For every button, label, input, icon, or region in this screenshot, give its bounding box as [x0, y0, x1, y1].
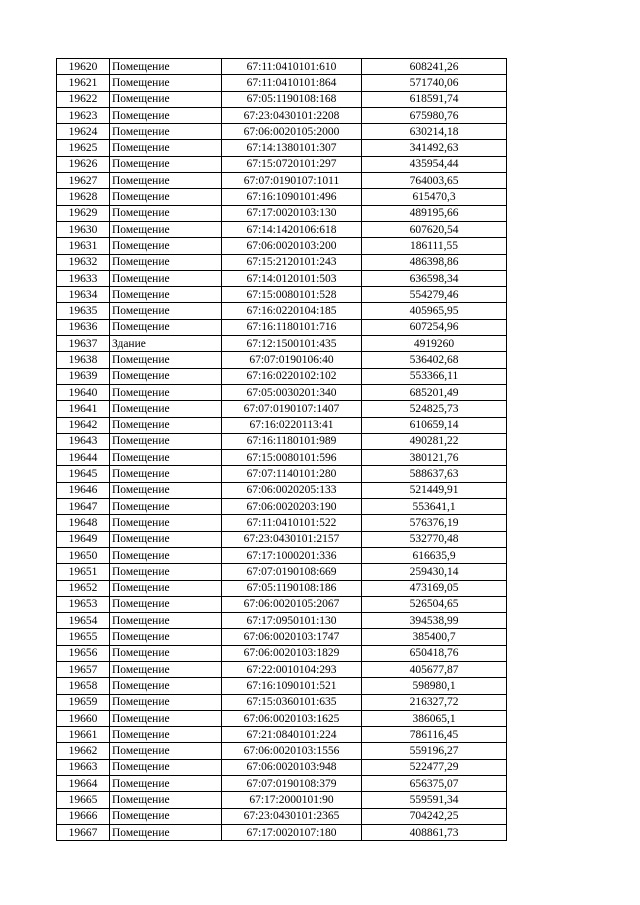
cadastral-value-cell: 610659,14: [362, 417, 507, 433]
row-number-cell: 19628: [57, 189, 110, 205]
cadastral-number-cell: 67:12:1500101:435: [222, 336, 362, 352]
object-type-cell: Помещение: [110, 466, 222, 482]
object-type-cell: Помещение: [110, 531, 222, 547]
row-number-cell: 19662: [57, 743, 110, 759]
cadastral-value-cell: 386065,1: [362, 710, 507, 726]
cadastral-value-cell: 521449,91: [362, 482, 507, 498]
cadastral-number-cell: 67:06:0020203:190: [222, 499, 362, 515]
row-number-cell: 19632: [57, 254, 110, 270]
cadastral-value-cell: 489195,66: [362, 205, 507, 221]
cadastral-value-cell: 385400,7: [362, 629, 507, 645]
row-number-cell: 19633: [57, 270, 110, 286]
cadastral-number-cell: 67:07:0190107:1407: [222, 401, 362, 417]
table-row: [57, 792, 507, 808]
table-row: [57, 107, 507, 123]
table-row: [57, 613, 507, 629]
cadastral-value-cell: 554279,46: [362, 287, 507, 303]
cadastral-value-cell: 598980,1: [362, 678, 507, 694]
object-type-cell: Помещение: [110, 596, 222, 612]
cadastral-value-cell: 607620,54: [362, 221, 507, 237]
cadastral-value-cell: 615470,3: [362, 189, 507, 205]
object-type-cell: Помещение: [110, 450, 222, 466]
row-number-cell: 19623: [57, 107, 110, 123]
object-type-cell: Помещение: [110, 124, 222, 140]
cadastral-value-cell: 559591,34: [362, 792, 507, 808]
row-number-cell: 19647: [57, 499, 110, 515]
cadastral-number-cell: 67:06:0020205:133: [222, 482, 362, 498]
cadastral-value-cell: 685201,49: [362, 384, 507, 400]
object-type-cell: Помещение: [110, 824, 222, 840]
cadastral-value-cell: 486398,86: [362, 254, 507, 270]
table-row: [57, 401, 507, 417]
table-row: [57, 482, 507, 498]
row-number-cell: 19648: [57, 515, 110, 531]
object-type-cell: Помещение: [110, 156, 222, 172]
cadastral-number-cell: 67:15:0720101:297: [222, 156, 362, 172]
cadastral-value-cell: 524825,73: [362, 401, 507, 417]
table-row: [57, 368, 507, 384]
row-number-cell: 19635: [57, 303, 110, 319]
cadastral-value-cell: 630214,18: [362, 124, 507, 140]
cadastral-number-cell: 67:06:0020105:2000: [222, 124, 362, 140]
registry-table: [56, 58, 507, 841]
row-number-cell: 19665: [57, 792, 110, 808]
object-type-cell: Помещение: [110, 776, 222, 792]
object-type-cell: Помещение: [110, 710, 222, 726]
cadastral-number-cell: 67:15:0080101:528: [222, 287, 362, 303]
cadastral-value-cell: 553641,1: [362, 499, 507, 515]
row-number-cell: 19631: [57, 238, 110, 254]
row-number-cell: 19652: [57, 580, 110, 596]
row-number-cell: 19622: [57, 91, 110, 107]
cadastral-number-cell: 67:15:0080101:596: [222, 450, 362, 466]
cadastral-number-cell: 67:23:0430101:2365: [222, 808, 362, 824]
cadastral-value-cell: 764003,65: [362, 173, 507, 189]
object-type-cell: Помещение: [110, 580, 222, 596]
table-row: [57, 238, 507, 254]
cadastral-value-cell: 636598,34: [362, 270, 507, 286]
cadastral-value-cell: 618591,74: [362, 91, 507, 107]
row-number-cell: 19646: [57, 482, 110, 498]
row-number-cell: 19651: [57, 564, 110, 580]
table-row: [57, 596, 507, 612]
cadastral-number-cell: 67:06:0020103:200: [222, 238, 362, 254]
row-number-cell: 19667: [57, 824, 110, 840]
cadastral-number-cell: 67:06:0020103:1747: [222, 629, 362, 645]
row-number-cell: 19627: [57, 173, 110, 189]
object-type-cell: Помещение: [110, 287, 222, 303]
object-type-cell: Здание: [110, 336, 222, 352]
row-number-cell: 19642: [57, 417, 110, 433]
object-type-cell: Помещение: [110, 205, 222, 221]
row-number-cell: 19653: [57, 596, 110, 612]
row-number-cell: 19649: [57, 531, 110, 547]
row-number-cell: 19621: [57, 75, 110, 91]
object-type-cell: Помещение: [110, 140, 222, 156]
table-row: [57, 59, 507, 75]
cadastral-value-cell: 473169,05: [362, 580, 507, 596]
object-type-cell: Помещение: [110, 173, 222, 189]
row-number-cell: 19666: [57, 808, 110, 824]
object-type-cell: Помещение: [110, 352, 222, 368]
row-number-cell: 19661: [57, 727, 110, 743]
object-type-cell: Помещение: [110, 694, 222, 710]
table-row: [57, 124, 507, 140]
table-row: [57, 776, 507, 792]
cadastral-number-cell: 67:14:0120101:503: [222, 270, 362, 286]
table-row: [57, 759, 507, 775]
table-row: [57, 564, 507, 580]
cadastral-number-cell: 67:06:0020103:1829: [222, 645, 362, 661]
object-type-cell: Помещение: [110, 759, 222, 775]
cadastral-value-cell: 216327,72: [362, 694, 507, 710]
table-row: [57, 205, 507, 221]
cadastral-number-cell: 67:22:0010104:293: [222, 661, 362, 677]
row-number-cell: 19640: [57, 384, 110, 400]
cadastral-number-cell: 67:23:0430101:2157: [222, 531, 362, 547]
cadastral-number-cell: 67:14:1420106:618: [222, 221, 362, 237]
cadastral-value-cell: 576376,19: [362, 515, 507, 531]
object-type-cell: Помещение: [110, 75, 222, 91]
table-row: [57, 91, 507, 107]
row-number-cell: 19625: [57, 140, 110, 156]
row-number-cell: 19663: [57, 759, 110, 775]
object-type-cell: Помещение: [110, 792, 222, 808]
table-row: [57, 352, 507, 368]
table-row: [57, 384, 507, 400]
object-type-cell: Помещение: [110, 808, 222, 824]
cadastral-number-cell: 67:15:2120101:243: [222, 254, 362, 270]
table-row: [57, 661, 507, 677]
cadastral-value-cell: 394538,99: [362, 613, 507, 629]
cadastral-number-cell: 67:17:1000201:336: [222, 547, 362, 563]
cadastral-number-cell: 67:16:0220102:102: [222, 368, 362, 384]
object-type-cell: Помещение: [110, 59, 222, 75]
row-number-cell: 19643: [57, 433, 110, 449]
cadastral-number-cell: 67:07:0190107:1011: [222, 173, 362, 189]
table-row: [57, 140, 507, 156]
row-number-cell: 19630: [57, 221, 110, 237]
cadastral-value-cell: 532770,48: [362, 531, 507, 547]
cadastral-number-cell: 67:16:1090101:521: [222, 678, 362, 694]
cadastral-value-cell: 490281,22: [362, 433, 507, 449]
cadastral-value-cell: 656375,07: [362, 776, 507, 792]
object-type-cell: Помещение: [110, 417, 222, 433]
cadastral-number-cell: 67:06:0020103:948: [222, 759, 362, 775]
table-row: [57, 450, 507, 466]
object-type-cell: Помещение: [110, 661, 222, 677]
cadastral-value-cell: 435954,44: [362, 156, 507, 172]
table-row: [57, 433, 507, 449]
cadastral-number-cell: 67:07:0190106:40: [222, 352, 362, 368]
object-type-cell: Помещение: [110, 270, 222, 286]
row-number-cell: 19654: [57, 613, 110, 629]
cadastral-number-cell: 67:17:0950101:130: [222, 613, 362, 629]
cadastral-value-cell: 650418,76: [362, 645, 507, 661]
table-row: [57, 580, 507, 596]
object-type-cell: Помещение: [110, 384, 222, 400]
table-row: [57, 336, 507, 352]
cadastral-value-cell: 536402,68: [362, 352, 507, 368]
cadastral-number-cell: 67:07:1140101:280: [222, 466, 362, 482]
object-type-cell: Помещение: [110, 678, 222, 694]
table-row: [57, 270, 507, 286]
object-type-cell: Помещение: [110, 645, 222, 661]
table-row: [57, 221, 507, 237]
cadastral-number-cell: 67:17:0020103:130: [222, 205, 362, 221]
object-type-cell: Помещение: [110, 727, 222, 743]
row-number-cell: 19664: [57, 776, 110, 792]
row-number-cell: 19658: [57, 678, 110, 694]
row-number-cell: 19638: [57, 352, 110, 368]
cadastral-number-cell: 67:05:0030201:340: [222, 384, 362, 400]
object-type-cell: Помещение: [110, 221, 222, 237]
object-type-cell: Помещение: [110, 482, 222, 498]
cadastral-number-cell: 67:07:0190108:669: [222, 564, 362, 580]
table-row: [57, 727, 507, 743]
object-type-cell: Помещение: [110, 238, 222, 254]
table-row: [57, 466, 507, 482]
cadastral-number-cell: 67:11:0410101:610: [222, 59, 362, 75]
table-row: [57, 173, 507, 189]
cadastral-number-cell: 67:16:0220104:185: [222, 303, 362, 319]
cadastral-number-cell: 67:06:0020103:1625: [222, 710, 362, 726]
object-type-cell: Помещение: [110, 499, 222, 515]
cadastral-number-cell: 67:11:0410101:522: [222, 515, 362, 531]
cadastral-value-cell: 522477,29: [362, 759, 507, 775]
object-type-cell: Помещение: [110, 401, 222, 417]
object-type-cell: Помещение: [110, 303, 222, 319]
cadastral-number-cell: 67:11:0410101:864: [222, 75, 362, 91]
cadastral-value-cell: 588637,63: [362, 466, 507, 482]
cadastral-value-cell: 405965,95: [362, 303, 507, 319]
row-number-cell: 19660: [57, 710, 110, 726]
table-row: [57, 645, 507, 661]
table-row: [57, 417, 507, 433]
cadastral-value-cell: 341492,63: [362, 140, 507, 156]
row-number-cell: 19634: [57, 287, 110, 303]
row-number-cell: 19620: [57, 59, 110, 75]
cadastral-number-cell: 67:06:0020105:2067: [222, 596, 362, 612]
table-row: [57, 694, 507, 710]
table-row: [57, 75, 507, 91]
row-number-cell: 19656: [57, 645, 110, 661]
cadastral-number-cell: 67:17:0020107:180: [222, 824, 362, 840]
cadastral-value-cell: 571740,06: [362, 75, 507, 91]
object-type-cell: Помещение: [110, 91, 222, 107]
cadastral-value-cell: 259430,14: [362, 564, 507, 580]
object-type-cell: Помещение: [110, 433, 222, 449]
table-row: [57, 824, 507, 840]
row-number-cell: 19644: [57, 450, 110, 466]
table-row: [57, 547, 507, 563]
table-row: [57, 303, 507, 319]
cadastral-number-cell: 67:15:0360101:635: [222, 694, 362, 710]
object-type-cell: Помещение: [110, 613, 222, 629]
table-row: [57, 254, 507, 270]
table-row: [57, 515, 507, 531]
cadastral-number-cell: 67:23:0430101:2208: [222, 107, 362, 123]
row-number-cell: 19659: [57, 694, 110, 710]
table-row: [57, 710, 507, 726]
table-row: [57, 678, 507, 694]
row-number-cell: 19655: [57, 629, 110, 645]
cadastral-number-cell: 67:14:1380101:307: [222, 140, 362, 156]
object-type-cell: Помещение: [110, 547, 222, 563]
cadastral-number-cell: 67:16:1180101:989: [222, 433, 362, 449]
table-row: [57, 156, 507, 172]
cadastral-value-cell: 408861,73: [362, 824, 507, 840]
cadastral-value-cell: 616635,9: [362, 547, 507, 563]
row-number-cell: 19637: [57, 336, 110, 352]
cadastral-number-cell: 67:05:1190108:168: [222, 91, 362, 107]
object-type-cell: Помещение: [110, 368, 222, 384]
object-type-cell: Помещение: [110, 629, 222, 645]
cadastral-number-cell: 67:05:1190108:186: [222, 580, 362, 596]
table-row: [57, 629, 507, 645]
row-number-cell: 19626: [57, 156, 110, 172]
cadastral-value-cell: 526504,65: [362, 596, 507, 612]
object-type-cell: Помещение: [110, 107, 222, 123]
cadastral-number-cell: 67:16:1180101:716: [222, 319, 362, 335]
object-type-cell: Помещение: [110, 319, 222, 335]
row-number-cell: 19639: [57, 368, 110, 384]
row-number-cell: 19624: [57, 124, 110, 140]
row-number-cell: 19650: [57, 547, 110, 563]
object-type-cell: Помещение: [110, 564, 222, 580]
object-type-cell: Помещение: [110, 254, 222, 270]
row-number-cell: 19641: [57, 401, 110, 417]
cadastral-value-cell: 786116,45: [362, 727, 507, 743]
row-number-cell: 19657: [57, 661, 110, 677]
cadastral-value-cell: 559196,27: [362, 743, 507, 759]
cadastral-number-cell: 67:16:1090101:496: [222, 189, 362, 205]
table-row: [57, 743, 507, 759]
row-number-cell: 19645: [57, 466, 110, 482]
table-row: [57, 531, 507, 547]
cadastral-number-cell: 67:07:0190108:379: [222, 776, 362, 792]
table-row: [57, 499, 507, 515]
cadastral-number-cell: 67:21:0840101:224: [222, 727, 362, 743]
table-row: [57, 189, 507, 205]
row-number-cell: 19629: [57, 205, 110, 221]
cadastral-value-cell: 704242,25: [362, 808, 507, 824]
table-row: [57, 319, 507, 335]
cadastral-value-cell: 4919260: [362, 336, 507, 352]
cadastral-number-cell: 67:16:0220113:41: [222, 417, 362, 433]
cadastral-value-cell: 675980,76: [362, 107, 507, 123]
cadastral-value-cell: 607254,96: [362, 319, 507, 335]
cadastral-value-cell: 405677,87: [362, 661, 507, 677]
cadastral-value-cell: 553366,11: [362, 368, 507, 384]
cadastral-value-cell: 380121,76: [362, 450, 507, 466]
table-row: [57, 287, 507, 303]
registry-table-body: [57, 59, 507, 841]
cadastral-value-cell: 608241,26: [362, 59, 507, 75]
table-row: [57, 808, 507, 824]
row-number-cell: 19636: [57, 319, 110, 335]
object-type-cell: Помещение: [110, 743, 222, 759]
object-type-cell: Помещение: [110, 515, 222, 531]
object-type-cell: Помещение: [110, 189, 222, 205]
cadastral-value-cell: 186111,55: [362, 238, 507, 254]
cadastral-number-cell: 67:06:0020103:1556: [222, 743, 362, 759]
cadastral-number-cell: 67:17:2000101:90: [222, 792, 362, 808]
